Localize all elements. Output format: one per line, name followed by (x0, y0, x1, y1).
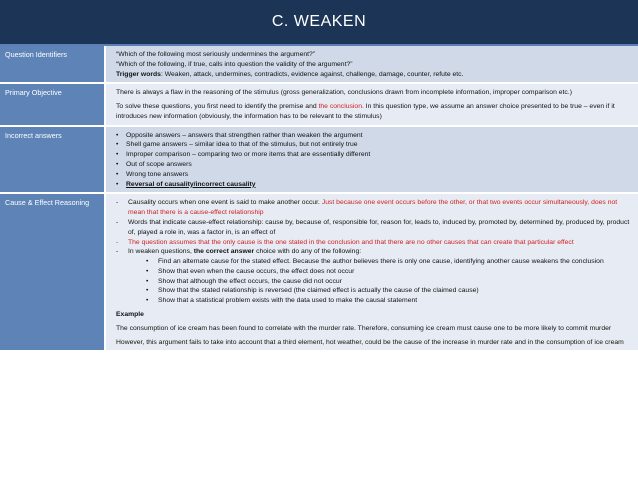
identifier-line: “Which of the following most seriously undermines the argument?” (116, 51, 316, 58)
sub-item: • Show that even when the cause occurs, the effect does not occur (116, 267, 632, 277)
sub-item-text: Show that the stated relationship is reversed (the claimed effect is actually the cause of the claimed cause) (158, 287, 479, 295)
row-label: Question Identifiers (0, 46, 105, 83)
trigger-text: : Weaken, attack, undermines, contradicts, evidence against, challenge, damage, counter, refute etc. (160, 70, 464, 78)
sub-item: • Show that although the effect occurs, the cause did not occur (116, 277, 632, 287)
text-span: In weaken questions, (128, 248, 194, 256)
row-label: Cause & Effect Reasoning (0, 193, 105, 351)
row-label: Primary Objective (0, 83, 105, 125)
row-content (105, 193, 638, 351)
list-item: • Opposite answers – answers that strengthen rather than weaken the argument (116, 131, 632, 141)
list-item-text: Wrong tone answers (126, 170, 189, 178)
row-primary-objective (0, 83, 638, 125)
page-title: C. WEAKEN (271, 13, 367, 30)
example-paragraph: However, this argument fails to take into account that a third element, hot weather, could be the cause of the increase in murder rate and in the consumption of ice cream (116, 338, 624, 346)
trigger-label: Trigger words (116, 70, 161, 78)
list-item-text: Improper comparison – comparing two or more items that are essentially different (126, 151, 371, 159)
row-cause-effect (0, 193, 638, 351)
sub-item: • Show that a statistical problem exists with the data used to make the causal statement (116, 296, 632, 306)
sub-item-text: Find an alternate cause for the stated effect. Because the author believes there is only one cause, identifying another cause weakens the conclusion (158, 258, 604, 266)
trigger-words (116, 70, 632, 80)
dash-item-text: Words that indicate cause-effect relationship: cause by, because of, responsible for, reason for, leads to, induced by, promoted by, determined by, produced by, product of, played a role in, was a factor in, is an effect of (128, 218, 630, 236)
sub-item: • Show that the stated relationship is reversed (the claimed effect is actually the cause of the claimed cause) (116, 286, 632, 296)
list-item: • Wrong tone answers (116, 170, 632, 180)
list-item-text: Opposite answers – answers that strengthen rather than weaken the argument (126, 131, 363, 139)
highlight-text: Just because one event occurs before the other, or that two events occur simultaneously, does not mean that there is a cause-effect relationship (128, 199, 618, 217)
dash-item: - In weaken questions, the correct answer choice with do any of the following: (116, 248, 362, 256)
dash-item: - The question assumes that the only cause is the one stated in the conclusion and that there are no other causes that can create that particular effect (116, 238, 632, 248)
title-bar (0, 0, 638, 44)
text-span: Causality occurs when one event is said to make another occur. (128, 199, 322, 207)
sub-item-text: Show that even when the cause occurs, the effect does not occur (158, 267, 355, 275)
row-content (105, 46, 638, 83)
list-item: • Out of scope answers (116, 160, 632, 170)
list-item-text: Reversal of causality/incorrect causality (126, 180, 256, 188)
dash-item: - Words that indicate cause-effect relationship: cause by, because of, responsible for, reason for, leads to, induced by, promoted by, determined by, produced by, product of, played a role in, was a factor in, is an effect of (116, 218, 632, 238)
row-incorrect-answers (0, 126, 638, 194)
row-label: Incorrect answers (0, 126, 105, 194)
objective-paragraph: There is always a flaw in the reasoning of the stimulus (gross generalization, conclusions drawn from incomplete information, improper comparison etc.) (116, 89, 572, 97)
weaken-table (0, 46, 638, 352)
dash-item: - Causality occurs when one event is said to make another occur. Just because one event occurs before the other, or that two events occur simultaneously, does not mean that there is a cause-effect relationship (116, 199, 618, 217)
sub-item-text: Show that although the effect occurs, the cause did not occur (158, 277, 342, 285)
dash-item-text: The question assumes that the only cause is the one stated in the conclusion and that there are no other causes that can create that particular effect (128, 238, 574, 246)
list-item-text: Out of scope answers (126, 161, 192, 169)
list-item: • Improper comparison – comparing two or more items that are essentially different (116, 150, 632, 160)
row-content (105, 126, 638, 194)
example-paragraph: The consumption of ice cream has been found to correlate with the murder rate. Therefore, consuming ice cream must cause one to be more likely to commit murder (116, 324, 612, 332)
example-heading: Example (116, 310, 144, 318)
list-item-text: Shell game answers – similar idea to that of the stimulus, but not entirely true (126, 141, 358, 149)
row-content (105, 83, 638, 125)
sub-item: • Find an alternate cause for the stated effect. Because the author believes there is only one cause, identifying another cause weakens the conclusion (116, 257, 632, 267)
list-item: • Shell game answers – similar idea to that of the stimulus, but not entirely true (116, 140, 632, 150)
text-span: choice with do any of the following: (254, 248, 362, 256)
highlight-text: the conclusion. (318, 103, 364, 111)
objective-paragraph (116, 102, 632, 122)
text-span: To solve these questions, you first need to identify the premise and (116, 103, 319, 111)
row-question-identifiers (0, 46, 638, 83)
text-span: In this question type, we assume an answer choice presented to be true – even if it introduces new information (obviously, the information has to be relevant to the stimulus) (116, 103, 615, 120)
bold-text: the correct answer (193, 248, 255, 256)
identifier-line: “Which of the following, if true, calls into question the validity of the argument?” (116, 60, 353, 68)
list-item: • Reversal of causality/incorrect causality (116, 180, 632, 190)
sub-item-text: Show that a statistical problem exists with the data used to make the causal statement (158, 297, 418, 305)
